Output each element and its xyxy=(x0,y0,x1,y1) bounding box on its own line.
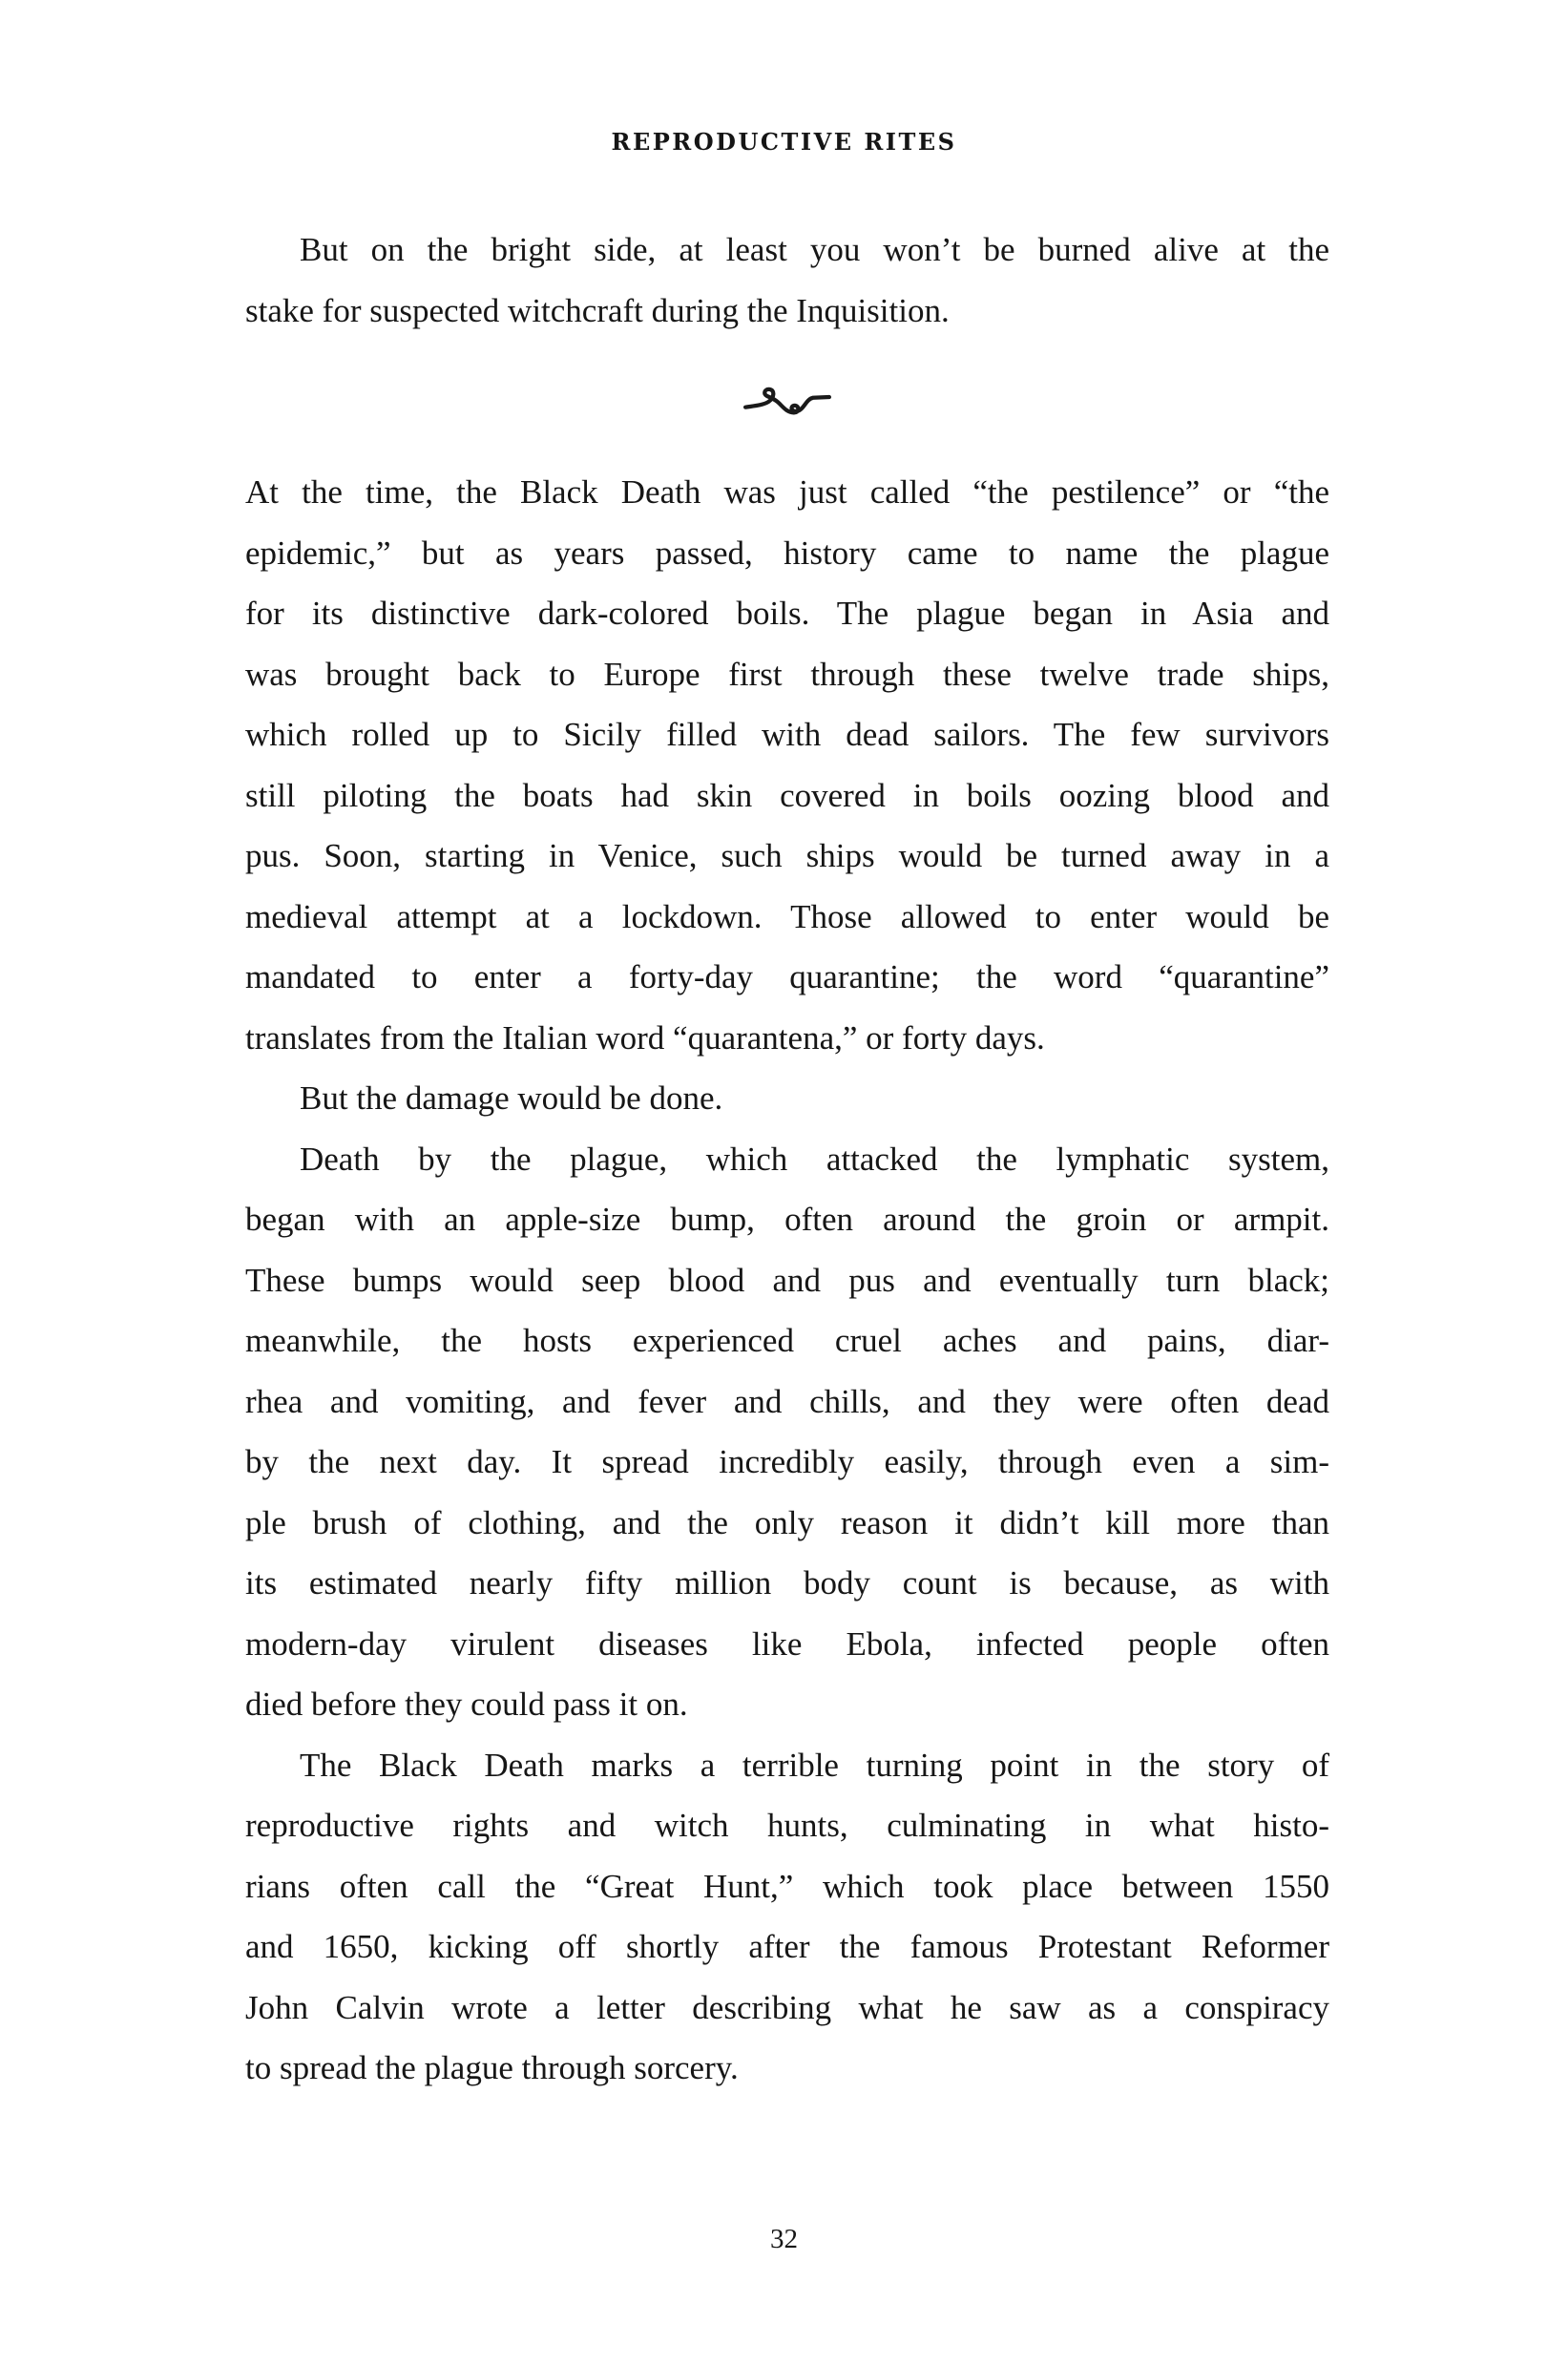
text-line: John Calvin wrote a letter describing what he saw as a conspiracy xyxy=(245,1988,1329,2026)
text-line: its estimated nearly fifty million body count is because, as with xyxy=(245,1564,1329,1602)
text-line: meanwhile, the hosts experienced cruel aches and pains, diar- xyxy=(245,1322,1329,1359)
text-line: mandated to enter a forty-day quarantine; the word “quarantine” xyxy=(245,958,1329,995)
text-line: translates from the Italian word “quarantena,” or forty days. xyxy=(245,1018,1045,1057)
text-line: ple brush of clothing, and the only reason it didn’t kill more than xyxy=(245,1503,1329,1541)
text-line: But on the bright side, at least you won’t be burned alive at the xyxy=(300,231,1329,268)
section-divider xyxy=(245,341,1329,462)
text-line: which rolled up to Sicily filled with dead sailors. The few survivors xyxy=(245,716,1329,753)
running-head: REPRODUCTIVE RITES xyxy=(611,128,957,156)
text-line: medieval attempt at a lockdown. Those allowed to enter would be xyxy=(245,897,1329,935)
text-line: died before they could pass it on. xyxy=(245,1686,688,1723)
text-line: began with an apple-size bump, often around the groin or armpit. xyxy=(245,1201,1329,1238)
paragraph xyxy=(245,1735,1329,2099)
text-line: and 1650, kicking off shortly after the famous Protestant Reformer xyxy=(245,1928,1329,1965)
text-line: The Black Death marks a terrible turning point in the story of xyxy=(300,1746,1329,1784)
swirl-flourish-icon xyxy=(743,386,831,418)
text-line: But the damage would be done. xyxy=(300,1079,723,1117)
text-line: Death by the plague, which attacked the lymphatic system, xyxy=(300,1140,1329,1178)
text-line: modern-day virulent diseases like Ebola, infected people often xyxy=(245,1624,1329,1663)
body-text xyxy=(245,220,1329,2099)
text-line: stake for suspected witchcraft during the Inquisition. xyxy=(245,291,950,329)
paragraph xyxy=(245,1129,1329,1735)
text-line: by the next day. It spread incredibly easily, through even a sim- xyxy=(245,1443,1329,1480)
text-line: rhea and vomiting, and fever and chills, and they were often dead xyxy=(245,1382,1329,1420)
text-line: At the time, the Black Death was just called “the pestilence” or “the xyxy=(245,473,1329,511)
text-line: for its distinctive dark-colored boils. The plague began in Asia and xyxy=(245,595,1329,632)
text-line: to spread the plague through sorcery. xyxy=(245,2049,739,2086)
text-line: epidemic,” but as years passed, history came to name the plague xyxy=(245,534,1329,572)
text-line: still piloting the boats had skin covered in boils oozing blood and xyxy=(245,776,1329,814)
paragraph xyxy=(245,1068,1329,1129)
text-line: pus. Soon, starting in Venice, such ships would be turned away in a xyxy=(245,837,1329,874)
paragraph xyxy=(245,220,1329,341)
page-number: 32 xyxy=(770,2224,798,2254)
text-line: was brought back to Europe first through these twelve trade ships, xyxy=(245,655,1329,693)
text-line: rians often call the “Great Hunt,” which took place between 1550 xyxy=(245,1867,1329,1905)
text-line: These bumps would seep blood and pus and eventually turn black; xyxy=(245,1261,1329,1299)
text-line: reproductive rights and witch hunts, culminating in what histo- xyxy=(245,1807,1329,1844)
paragraph xyxy=(245,462,1329,1068)
